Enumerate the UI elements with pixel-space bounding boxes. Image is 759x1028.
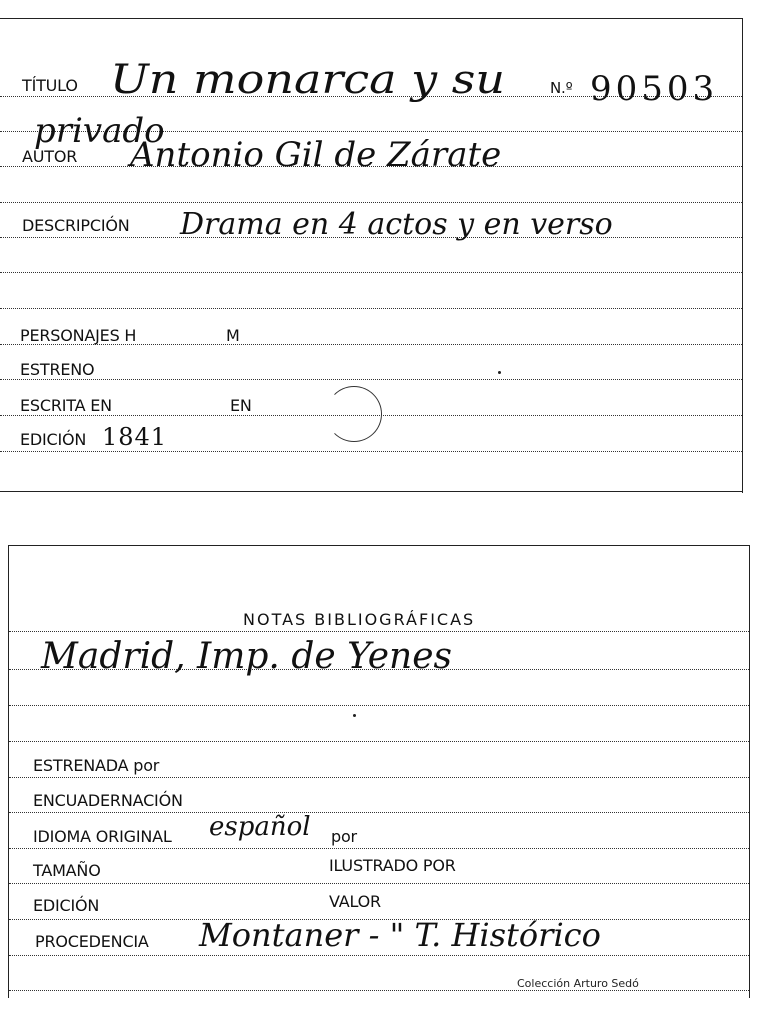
ruled-line	[9, 883, 749, 884]
ilustrado-label: ILUSTRADO POR	[329, 856, 456, 875]
procedencia-value: Montaner - " T. Histórico	[199, 916, 601, 954]
autor-label: AUTOR	[22, 147, 78, 166]
ruled-line	[0, 308, 742, 309]
estrenada-label: ESTRENADA por	[33, 756, 160, 775]
ruled-line	[9, 848, 749, 849]
idioma-label: IDIOMA ORIGINAL	[33, 827, 172, 846]
estreno-label: ESTRENO	[20, 360, 95, 379]
tamano-label: TAMAÑO	[33, 861, 101, 880]
titulo-value-continued: privado	[34, 111, 165, 151]
punch-hole-mark	[326, 386, 382, 442]
notas-heading: NOTAS BIBLIOGRÁFICAS	[243, 610, 476, 629]
valor-label: VALOR	[329, 892, 381, 911]
descripcion-label: DESCRIPCIÓN	[22, 216, 130, 235]
idioma-por-label: por	[331, 827, 357, 846]
escrita-en-label: ESCRITA EN	[20, 396, 112, 415]
ruled-line	[9, 990, 749, 991]
descripcion-value: Drama en 4 actos y en verso	[180, 207, 613, 242]
catalog-card-front	[0, 18, 743, 493]
ruled-line	[9, 777, 749, 778]
edicion-label: EDICIÓN	[20, 430, 87, 449]
catalog-card-back	[8, 545, 750, 998]
card-bottom-edge	[0, 491, 742, 492]
numero-value: 90503	[590, 69, 719, 109]
ruled-line	[0, 202, 742, 203]
ruled-line	[9, 631, 749, 632]
procedencia-label: PROCEDENCIA	[35, 932, 149, 951]
ruled-line	[9, 741, 749, 742]
ink-speck	[353, 714, 356, 717]
ruled-line	[9, 705, 749, 706]
encuadernacion-label: ENCUADERNACIÓN	[33, 791, 183, 810]
edicion-back-label: EDICIÓN	[33, 896, 100, 915]
titulo-label: TÍTULO	[22, 76, 78, 95]
collection-stamp: Colección Arturo Sedó	[517, 977, 639, 990]
ink-speck	[498, 371, 501, 374]
escrita-en-en-label: EN	[230, 396, 252, 415]
idioma-value: español	[209, 812, 311, 842]
personajes-m-label: M	[226, 326, 240, 345]
ruled-line	[9, 812, 749, 813]
notas-value: Madrid, Imp. de Yenes	[41, 636, 453, 677]
ruled-line	[0, 451, 742, 452]
ruled-line	[9, 955, 749, 956]
edicion-value: 1841	[102, 423, 168, 451]
ruled-line	[0, 272, 742, 273]
autor-value: Antonio Gil de Zárate	[130, 135, 502, 175]
numero-label: N.º	[550, 79, 573, 97]
ruled-line	[0, 379, 742, 380]
titulo-value: Un monarca y su	[110, 57, 506, 103]
personajes-label: PERSONAJES H	[20, 326, 137, 345]
